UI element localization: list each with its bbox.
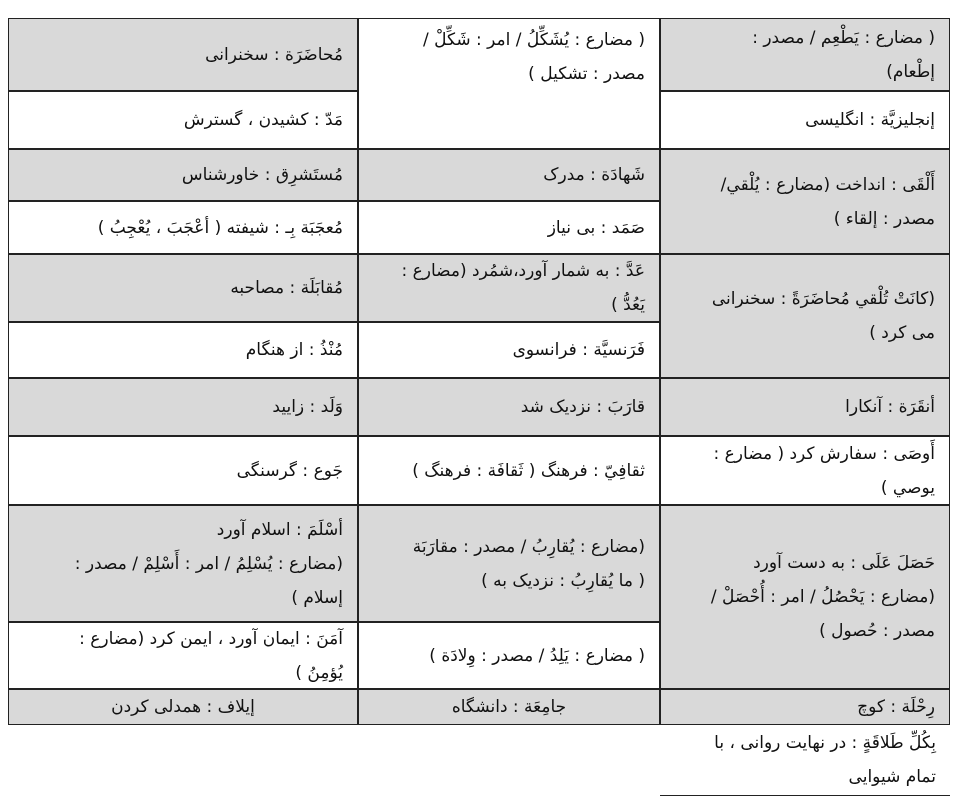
cell-r6-c2: ثقافِيّ : فرهنگ ( ثَقافَة : فرهنگ ) bbox=[358, 436, 660, 505]
cell-r7-c2a: (مضارع : يُقارِبُ / مصدر : مقارَبَة ( ما يُقارِبُ : نزدیک به ) bbox=[358, 505, 660, 622]
cell-r5-c1: أنقَرَة : آنكارا bbox=[660, 378, 950, 436]
cell-r1-c2: ( مضارع : يُشَكِّلُ / امر : شَكِّلْ / مصدر : تشكيل ) bbox=[358, 18, 660, 149]
cell-r1-c1: ( مضارع : يَطْعِم / مصدر : إطْعام) bbox=[660, 18, 950, 91]
cell-r4-c3b: مُنْذُ : از هنگام bbox=[8, 322, 358, 378]
cell-r6-c3: جَوع : گرسنگی bbox=[8, 436, 358, 505]
cell-r5-c3: وَلَد : زایید bbox=[8, 378, 358, 436]
cell-r1-c3: مُحاضَرَة : سخنرانی bbox=[8, 18, 358, 91]
cell-r7-c1: حَصَلَ عَلَى : به دست آورد (مضارع : يَحْصُلُ / امر : أُحْصَلْ / مصدر : حُصول ) bbox=[660, 505, 950, 689]
cell-r7-c3b: آمَنَ : ایمان آورد ، ایمن کرد (مضارع : يُؤمِنُ ) bbox=[8, 622, 358, 689]
vocabulary-table bbox=[8, 18, 950, 802]
cell-r7-c3a: أسْلَمَ : اسلام آورد (مضارع : يُسْلِمُ / امر : أَسْلِمْ / مصدر : إسلام ) bbox=[8, 505, 358, 622]
cell-r9-c1: بِكُلِّ طَلاقَةٍ : در نهایت روانی ، با تمام شیوایی bbox=[660, 725, 950, 796]
cell-r3-c1: أَلْقَى : انداخت (مضارع : يُلْقي/ مصدر : إلقاء ) bbox=[660, 149, 950, 254]
cell-r4-c1: (كانَتْ تُلْقي مُحاضَرَةً : سخنرانی می کرد ) bbox=[660, 254, 950, 378]
cell-r3-c3a: مُستَشرِق : خاورشناس bbox=[8, 149, 358, 201]
cell-r8-c3: إيلاف : همدلی کردن bbox=[8, 689, 358, 725]
cell-r5-c2: قارَبَ : نزدیک شد bbox=[358, 378, 660, 436]
cell-r3-c3b: مُعجَبَة بِـ : شيفته ( أعْجَبَ ، يُعْجِبُ ) bbox=[8, 201, 358, 254]
cell-r4-c2b: فَرَنسيَّة : فرانسوی bbox=[358, 322, 660, 378]
cell-r2-c1: إنجليزيَّة : انگليسی bbox=[660, 91, 950, 149]
cell-r4-c3a: مُقابَلَة : مصاحبه bbox=[8, 254, 358, 322]
cell-r8-c1: رِحْلَة : کوچ bbox=[660, 689, 950, 725]
cell-r8-c2: جامِعَة : دانشگاه bbox=[358, 689, 660, 725]
cell-r2-c3: مَدّ : کشیدن ، گسترش bbox=[8, 91, 358, 149]
cell-r7-c2b: ( مضارع : يَلِدُ / مصدر : وِلادَة ) bbox=[358, 622, 660, 689]
cell-r3-c2a: شَهادَة : مدرک bbox=[358, 149, 660, 201]
cell-r4-c2a: عَدَّ : به شمار آورد،شمُرد (مضارع : يَعُدُّ ) bbox=[358, 254, 660, 322]
cell-r3-c2b: صَمَد : بی نیاز bbox=[358, 201, 660, 254]
cell-r6-c1: أَوصَى : سفارش کرد ( مضارع : يوصي ) bbox=[660, 436, 950, 505]
